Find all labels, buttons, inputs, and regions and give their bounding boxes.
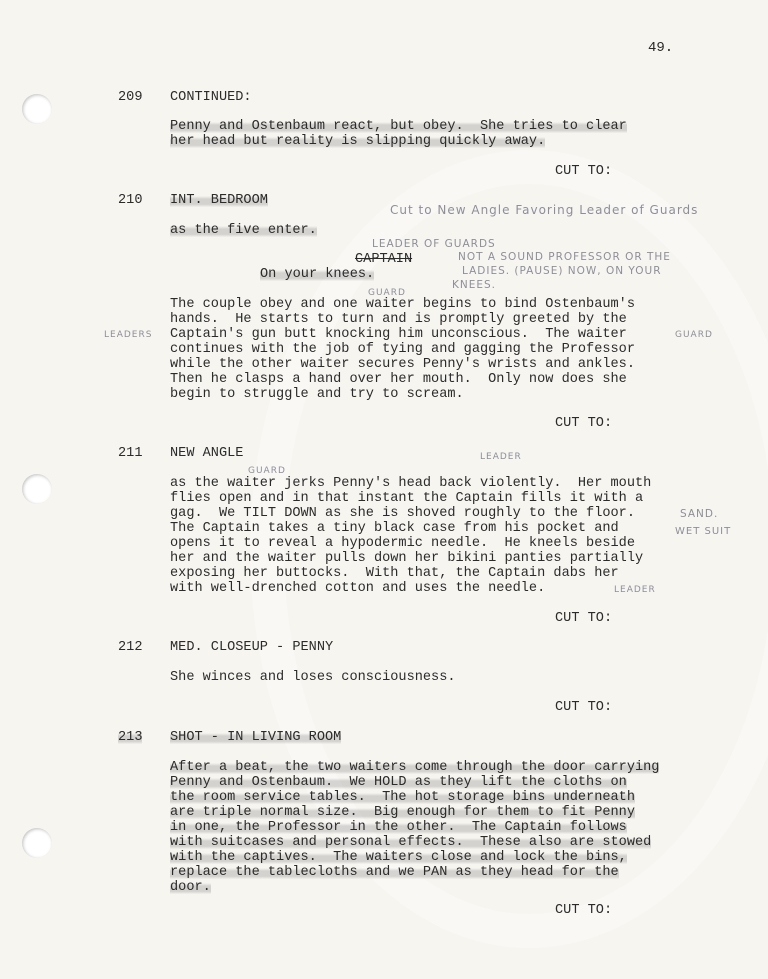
handwritten-note: LADIES. (PAUSE) NOW, ON YOUR: [462, 265, 662, 277]
action-line: She winces and loses consciousness.: [170, 670, 456, 685]
handwritten-note: NOT A SOUND PROFESSOR OR THE: [458, 251, 671, 263]
handwritten-note: Cut to New Angle Favoring Leader of Guards: [390, 203, 699, 217]
action-line: After a beat, the two waiters come through the door carrying: [170, 760, 660, 775]
action-line: while the other waiter secures Penny's wrists and ankles.: [170, 357, 635, 372]
punch-hole-bottom: [22, 828, 52, 858]
action-line: gag. We TILT DOWN as she is shoved roughly to the floor.: [170, 506, 635, 521]
handwritten-note: SAND.: [680, 508, 719, 520]
action-line: hands. He starts to turn and is promptly greeted by the: [170, 312, 627, 327]
scene-heading: INT. BEDROOM: [170, 193, 268, 208]
action-line: exposing her buttocks. With that, the Captain dabs her: [170, 566, 619, 581]
scene-heading: SHOT - IN LIVING ROOM: [170, 730, 342, 745]
transition: CUT TO:: [555, 903, 613, 918]
action-line: in one, the Professor in the other. The Captain follows: [170, 820, 627, 835]
action-line: Penny and Ostenbaum react, but obey. She tries to clear: [170, 119, 627, 134]
handwritten-note: LEADERS: [104, 330, 153, 340]
action-line: with the captives. The waiters close and lock the bins,: [170, 850, 627, 865]
action-line: continues with the job of tying and gagging the Professor: [170, 342, 635, 357]
scene-heading: NEW ANGLE: [170, 446, 244, 461]
action-line: flies open and in that instant the Captain fills it with a: [170, 491, 644, 506]
action-line: The Captain takes a tiny black case from his pocket and: [170, 521, 619, 536]
scene-number: 209: [118, 90, 143, 105]
handwritten-note: GUARD: [368, 288, 406, 298]
handwritten-note: KNEES.: [452, 279, 497, 291]
action-line: as the waiter jerks Penny's head back violently. Her mouth: [170, 476, 652, 491]
handwritten-note: LEADER: [614, 585, 656, 595]
transition: CUT TO:: [555, 164, 613, 179]
scene-number: 211: [118, 446, 143, 461]
handwritten-note: LEADER OF GUARDS: [372, 238, 496, 250]
page-number: 49.: [648, 40, 674, 56]
action-line: Penny and Ostenbaum. We HOLD as they lift the cloths on: [170, 775, 627, 790]
handwritten-note: GUARD: [248, 466, 286, 476]
dialogue: On your knees.: [260, 267, 375, 282]
scene-number: 212: [118, 640, 143, 655]
handwritten-note: WET SUIT: [675, 526, 732, 537]
action-line: are triple normal size. Big enough for them to fit Penny: [170, 805, 635, 820]
action-line: begin to struggle and try to scream.: [170, 387, 464, 402]
scene-number: 213: [118, 730, 143, 745]
action-line: as the five enter.: [170, 223, 317, 238]
action-line: door.: [170, 880, 211, 895]
action-line: with suitcases and personal effects. These also are stowed: [170, 835, 652, 850]
handwritten-note: LEADER: [480, 452, 522, 462]
transition: CUT TO:: [555, 700, 613, 715]
action-line: with well-drenched cotton and uses the needle.: [170, 581, 546, 596]
handwritten-note: GUARD: [675, 330, 713, 340]
character-name: CAPTAIN: [355, 252, 413, 267]
scene-heading: MED. CLOSEUP - PENNY: [170, 640, 334, 655]
scene-heading: CONTINUED:: [170, 90, 252, 105]
transition: CUT TO:: [555, 611, 613, 626]
punch-hole-middle: [22, 474, 52, 504]
scene-number: 210: [118, 193, 143, 208]
action-line: replace the tablecloths and we PAN as they head for the: [170, 865, 619, 880]
action-line: her and the waiter pulls down her bikini panties partially: [170, 551, 644, 566]
action-line: Then he clasps a hand over her mouth. Only now does she: [170, 372, 627, 387]
action-line: opens it to reveal a hypodermic needle. He kneels beside: [170, 536, 635, 551]
transition: CUT TO:: [555, 416, 613, 431]
action-line: Captain's gun butt knocking him unconscious. The waiter: [170, 327, 627, 342]
action-line: The couple obey and one waiter begins to bind Ostenbaum's: [170, 297, 635, 312]
punch-hole-top: [22, 94, 52, 124]
action-line: her head but reality is slipping quickly away.: [170, 134, 546, 149]
action-line: the room service tables. The hot storage bins underneath: [170, 790, 635, 805]
